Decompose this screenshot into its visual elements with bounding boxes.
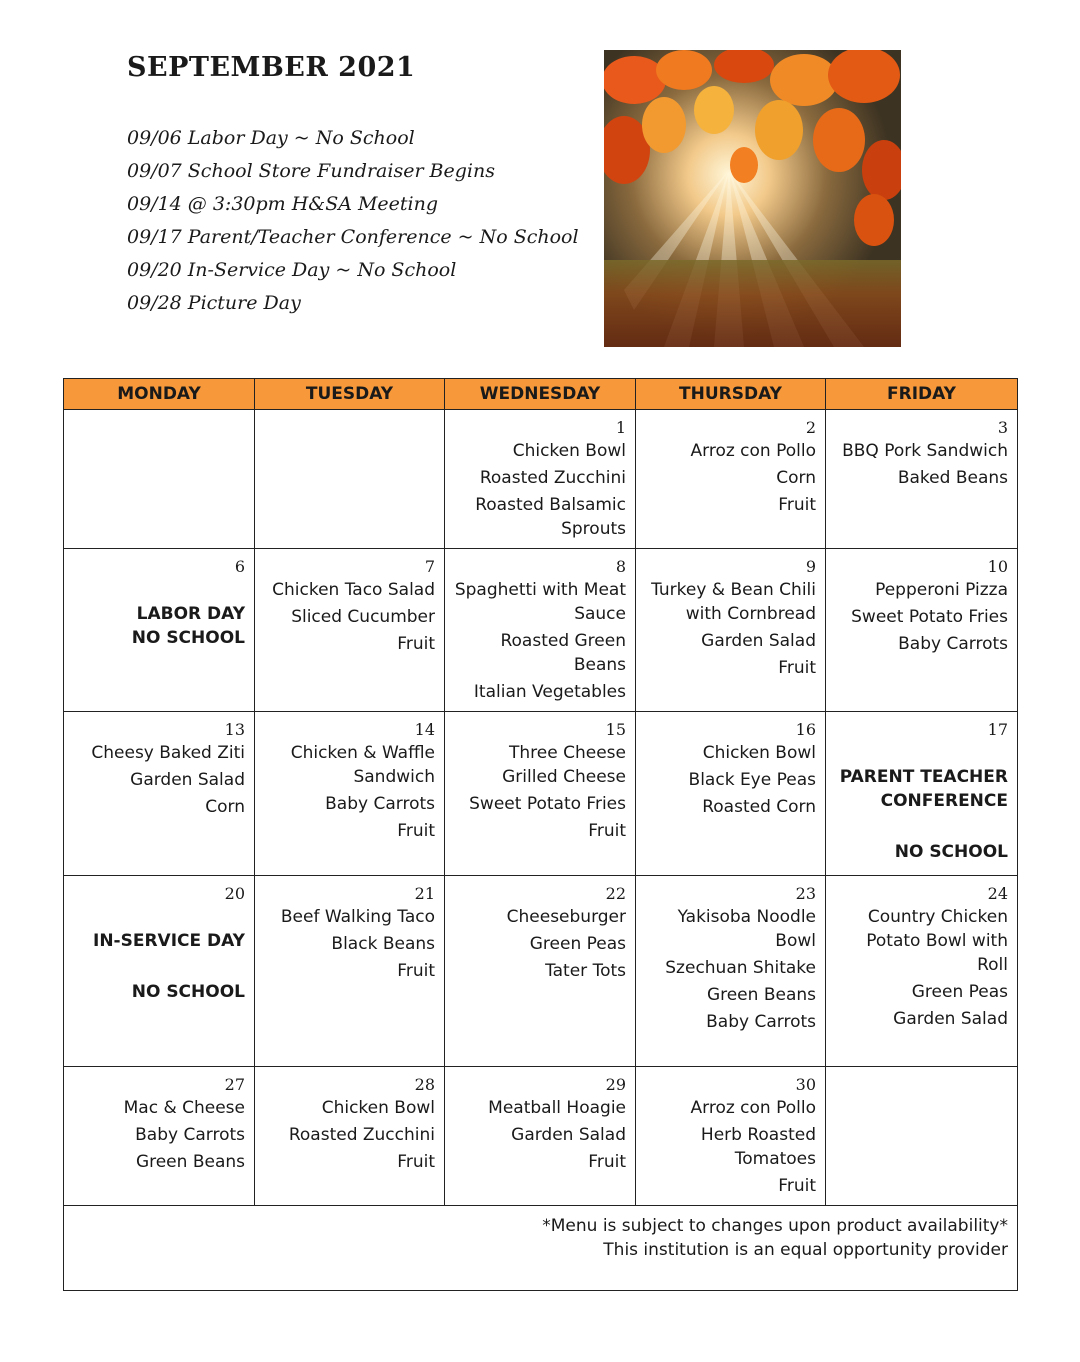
menu-item: Cheeseburger bbox=[506, 907, 626, 927]
menu-item: Spaghetti with Meat Sauce bbox=[454, 580, 626, 624]
event-item: 09/28 Picture Day bbox=[127, 292, 301, 314]
menu-item: Sliced Cucumber bbox=[291, 607, 435, 627]
day-cell bbox=[255, 876, 445, 1067]
menu-item: Fruit bbox=[397, 821, 435, 841]
holiday-note: LABOR DAY bbox=[136, 604, 245, 624]
day-number: 3 bbox=[997, 418, 1008, 437]
event-item: 09/17 Parent/Teacher Conference ~ No School bbox=[127, 226, 579, 248]
week-row bbox=[64, 876, 1018, 1067]
menu-item: Meatball Hoagie bbox=[488, 1098, 626, 1118]
week-row bbox=[64, 410, 1018, 549]
menu-item: Chicken Taco Salad bbox=[272, 580, 435, 600]
day-number: 7 bbox=[424, 557, 435, 576]
day-number: 30 bbox=[795, 1075, 816, 1094]
day-cell bbox=[255, 1067, 445, 1206]
menu-item: Fruit bbox=[778, 658, 816, 678]
menu-item: Herb Roasted Tomatoes bbox=[700, 1125, 816, 1169]
no-school-note: NO SCHOOL bbox=[894, 842, 1008, 862]
day-number: 1 bbox=[615, 418, 626, 437]
menu-item: Green Beans bbox=[135, 1152, 245, 1172]
day-number: 27 bbox=[224, 1075, 245, 1094]
menu-item: Garden Salad bbox=[511, 1125, 626, 1145]
no-school-note: NO SCHOOL bbox=[131, 628, 245, 648]
day-cell-empty bbox=[255, 410, 445, 549]
menu-item: Green Peas bbox=[911, 982, 1008, 1002]
menu-item: Fruit bbox=[588, 1152, 626, 1172]
menu-item: Baby Carrots bbox=[898, 634, 1008, 654]
event-item: 09/20 In-Service Day ~ No School bbox=[127, 259, 457, 281]
events-list bbox=[127, 122, 579, 320]
day-cell bbox=[445, 876, 636, 1067]
day-cell bbox=[64, 549, 255, 712]
menu-item: Corn bbox=[776, 468, 816, 488]
day-cell bbox=[636, 549, 826, 712]
weekday-header-row bbox=[64, 379, 1018, 410]
menu-item: Chicken & Waffle Sandwich bbox=[290, 743, 435, 787]
autumn-leaves-image bbox=[604, 50, 901, 347]
day-number: 9 bbox=[805, 557, 816, 576]
menu-item: Arroz con Pollo bbox=[690, 1098, 816, 1118]
menu-item: Baby Carrots bbox=[325, 794, 435, 814]
menu-item: Baby Carrots bbox=[135, 1125, 245, 1145]
day-number: 21 bbox=[414, 884, 435, 903]
menu-item: Sweet Potato Fries bbox=[469, 794, 626, 814]
day-number: 28 bbox=[414, 1075, 435, 1094]
menu-item: Garden Salad bbox=[130, 770, 245, 790]
menu-item: Baked Beans bbox=[897, 468, 1008, 488]
menu-item: Black Beans bbox=[331, 934, 435, 954]
menu-item: Tater Tots bbox=[545, 961, 626, 981]
menu-item: Fruit bbox=[397, 961, 435, 981]
menu-item: Beef Walking Taco bbox=[280, 907, 435, 927]
menu-item: Fruit bbox=[397, 1152, 435, 1172]
page-title: SEPTEMBER 2021 bbox=[127, 52, 416, 83]
menu-item: Roasted Green Beans bbox=[500, 631, 626, 675]
day-cell bbox=[826, 410, 1018, 549]
menu-item: Mac & Cheese bbox=[123, 1098, 245, 1118]
menu-item: Baby Carrots bbox=[706, 1012, 816, 1032]
day-number: 15 bbox=[605, 720, 626, 739]
day-cell bbox=[64, 876, 255, 1067]
equal-opportunity-note: This institution is an equal opportunity provider bbox=[603, 1240, 1008, 1260]
event-item: 09/06 Labor Day ~ No School bbox=[127, 127, 415, 149]
day-cell bbox=[636, 876, 826, 1067]
day-number: 20 bbox=[224, 884, 245, 903]
day-cell bbox=[255, 712, 445, 876]
menu-item: Roasted Zucchini bbox=[479, 468, 626, 488]
menu-item: Country Chicken Potato Bowl with Roll bbox=[866, 907, 1008, 975]
day-number: 10 bbox=[987, 557, 1008, 576]
menu-item: Chicken Bowl bbox=[512, 441, 626, 461]
day-cell bbox=[826, 549, 1018, 712]
menu-item: Pepperoni Pizza bbox=[875, 580, 1008, 600]
event-item: 09/14 @ 3:30pm H&SA Meeting bbox=[127, 193, 439, 215]
day-number: 29 bbox=[605, 1075, 626, 1094]
day-cell bbox=[64, 1067, 255, 1206]
day-cell bbox=[255, 549, 445, 712]
day-cell bbox=[826, 712, 1018, 876]
day-cell bbox=[826, 876, 1018, 1067]
day-number: 22 bbox=[605, 884, 626, 903]
no-school-note: NO SCHOOL bbox=[131, 982, 245, 1002]
menu-item: Fruit bbox=[397, 634, 435, 654]
menu-item: Fruit bbox=[778, 1176, 816, 1196]
day-cell-empty bbox=[64, 410, 255, 549]
menu-item: Roasted Corn bbox=[702, 797, 816, 817]
availability-note: *Menu is subject to changes upon product availability* bbox=[542, 1216, 1008, 1236]
week-row bbox=[64, 549, 1018, 712]
menu-item: Yakisoba Noodle Bowl bbox=[677, 907, 816, 951]
week-row bbox=[64, 712, 1018, 876]
header-friday: FRIDAY bbox=[826, 379, 1018, 410]
menu-item: Italian Vegetables bbox=[473, 682, 626, 702]
menu-item: Fruit bbox=[588, 821, 626, 841]
menu-item: Green Beans bbox=[706, 985, 816, 1005]
day-cell bbox=[636, 1067, 826, 1206]
menu-item: Chicken Bowl bbox=[702, 743, 816, 763]
menu-item: Cheesy Baked Ziti bbox=[91, 743, 245, 763]
day-cell bbox=[445, 410, 636, 549]
menu-item: Garden Salad bbox=[701, 631, 816, 651]
day-cell bbox=[445, 1067, 636, 1206]
menu-item: Roasted Zucchini bbox=[288, 1125, 435, 1145]
header-thursday: THURSDAY bbox=[636, 379, 826, 410]
day-cell bbox=[636, 712, 826, 876]
footer-cell bbox=[64, 1206, 1018, 1291]
day-cell bbox=[64, 712, 255, 876]
day-cell bbox=[445, 549, 636, 712]
menu-item: Arroz con Pollo bbox=[690, 441, 816, 461]
header-wednesday: WEDNESDAY bbox=[445, 379, 636, 410]
day-number: 8 bbox=[615, 557, 626, 576]
day-cell-empty bbox=[826, 1067, 1018, 1206]
day-number: 6 bbox=[234, 557, 245, 576]
menu-item: Green Peas bbox=[529, 934, 626, 954]
day-number: 13 bbox=[224, 720, 245, 739]
header-tuesday: TUESDAY bbox=[255, 379, 445, 410]
menu-item: Three Cheese Grilled Cheese bbox=[502, 743, 626, 787]
menu-item: Szechuan Shitake bbox=[665, 958, 816, 978]
day-number: 2 bbox=[805, 418, 816, 437]
day-number: 14 bbox=[414, 720, 435, 739]
day-cell bbox=[445, 712, 636, 876]
day-number: 17 bbox=[987, 720, 1008, 739]
footer-row bbox=[64, 1206, 1018, 1291]
lunch-menu-calendar bbox=[63, 378, 1018, 1291]
menu-item: Chicken Bowl bbox=[321, 1098, 435, 1118]
menu-item: Turkey & Bean Chili with Cornbread bbox=[651, 580, 816, 624]
menu-item: Black Eye Peas bbox=[688, 770, 816, 790]
event-item: 09/07 School Store Fundraiser Begins bbox=[127, 160, 495, 182]
week-row bbox=[64, 1067, 1018, 1206]
day-number: 16 bbox=[795, 720, 816, 739]
menu-item: Fruit bbox=[778, 495, 816, 515]
menu-item: Garden Salad bbox=[893, 1009, 1008, 1029]
menu-item: Corn bbox=[205, 797, 245, 817]
day-number: 24 bbox=[987, 884, 1008, 903]
menu-item: BBQ Pork Sandwich bbox=[842, 441, 1008, 461]
menu-item: Roasted Balsamic Sprouts bbox=[475, 495, 626, 539]
header-monday: MONDAY bbox=[64, 379, 255, 410]
inservice-note: IN-SERVICE DAY bbox=[93, 931, 245, 951]
menu-item: Sweet Potato Fries bbox=[851, 607, 1008, 627]
day-cell bbox=[636, 410, 826, 549]
conference-note: PARENT TEACHER CONFERENCE bbox=[839, 767, 1008, 811]
day-number: 23 bbox=[795, 884, 816, 903]
